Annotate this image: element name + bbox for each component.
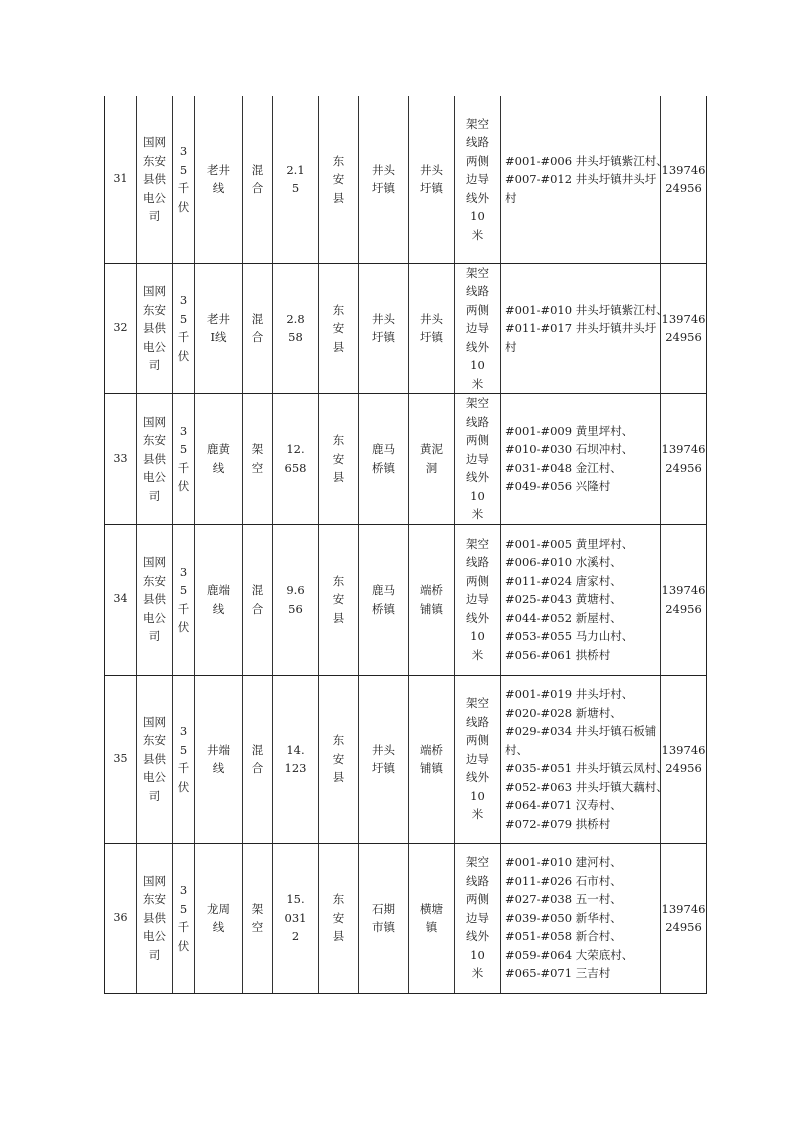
tower-range-line: #053-#055 马力山村、 [505, 629, 634, 644]
unit-cell [137, 394, 173, 525]
start-town-cell-text: 石期市镇 [371, 901, 395, 934]
voltage-cell [173, 96, 195, 263]
table-row [105, 843, 707, 993]
power-line-table [104, 96, 707, 994]
length-cell-text: 2.15 [286, 162, 305, 196]
protection-scope-cell [455, 675, 501, 843]
tower-range-line: #011-#024 唐家村、 [505, 573, 622, 588]
line-type-cell-text: 混合 [251, 162, 264, 196]
protection-scope-cell-text: 架空线路两侧边导线外10米 [465, 696, 489, 822]
tower-range-line: #001-#019 井头圩村、 [505, 687, 634, 701]
unit-cell-text: 国网东安县供电公司 [142, 555, 166, 644]
line-type-cell-text: 架空 [251, 442, 264, 475]
row-number [105, 843, 137, 993]
row-number-text: 31 [113, 172, 128, 185]
county-cell-text: 东安县 [332, 892, 345, 944]
end-town-cell [409, 263, 455, 394]
county-cell-text: 东安县 [332, 573, 345, 625]
phone-cell [661, 843, 707, 993]
start-town-cell-text: 鹿马桥镇 [371, 442, 395, 475]
unit-cell-text: 国网东安县供电公司 [142, 284, 166, 372]
line-type-cell-text: 架空 [251, 901, 264, 934]
county-cell [319, 263, 359, 394]
start-town-cell [359, 675, 409, 843]
row-number [105, 263, 137, 394]
row-number [105, 675, 137, 843]
phone-line: 24956 [665, 181, 702, 196]
phone-line: 139746 [661, 742, 706, 757]
phone-line: 24956 [665, 761, 702, 775]
unit-cell [137, 263, 173, 394]
phone-line: 139746 [661, 162, 706, 177]
tower-range-line: 村、 [505, 742, 528, 757]
end-town-cell-text: 井头圩镇 [419, 162, 443, 196]
phone-cell [661, 263, 707, 394]
length-cell [273, 394, 319, 525]
row-number-text: 36 [113, 910, 128, 924]
line-name-cell [195, 394, 243, 525]
table-row [105, 675, 707, 843]
phone-line: 139746 [661, 311, 706, 326]
length-cell-text: 9.656 [286, 583, 305, 616]
length-cell [273, 675, 319, 843]
row-number-text: 35 [113, 751, 128, 765]
tower-range-cell [501, 96, 668, 263]
protection-scope-cell [455, 96, 501, 263]
tower-range-line: #001-#010 井头圩镇紫江村、 [505, 302, 668, 317]
tower-range-line: #025-#043 黄塘村、 [505, 592, 622, 607]
line-name-cell-text: 老井线 [207, 162, 230, 196]
start-town-cell [359, 96, 409, 263]
phone-line: 24956 [665, 920, 702, 934]
tower-range-line: #010-#030 石坝冲村、 [505, 442, 634, 457]
table-row [105, 263, 707, 394]
protection-scope-cell-text: 架空线路两侧边导线外10米 [465, 396, 489, 521]
phone-cell [661, 675, 707, 843]
county-cell-text: 东安县 [332, 302, 345, 354]
tower-range-line: #052-#063 井头圩镇大藕村、 [505, 779, 668, 794]
end-town-cell-text: 横塘镇 [419, 901, 443, 934]
unit-cell [137, 524, 173, 675]
voltage-cell [173, 843, 195, 993]
tower-range-line: #049-#056 兴隆村 [505, 479, 611, 494]
phone-line: 24956 [665, 601, 702, 616]
phone-line: 139746 [661, 583, 706, 597]
row-number-text: 33 [113, 451, 128, 465]
tower-range-line: #001-#010 建河村、 [505, 855, 622, 870]
line-type-cell [243, 394, 273, 525]
end-town-cell [409, 843, 455, 993]
line-name-cell-text: 龙周线 [207, 901, 230, 934]
unit-cell [137, 96, 173, 263]
tower-range-line: #020-#028 新塘村、 [505, 705, 622, 720]
phone-cell [661, 524, 707, 675]
tower-range-line: #064-#071 汉寿村、 [505, 798, 622, 812]
tower-range-line: #011-#026 石市村、 [505, 873, 622, 888]
tower-range-line: #007-#012 井头圩镇井头圩 [505, 172, 657, 186]
tower-range-line: #059-#064 大荣底村、 [505, 947, 634, 962]
start-town-cell [359, 843, 409, 993]
tower-range-line: 村 [505, 339, 517, 354]
protection-scope-cell-text: 架空线路两侧边导线外10米 [465, 855, 489, 981]
line-type-cell [243, 843, 273, 993]
length-cell [273, 263, 319, 394]
line-name-cell [195, 843, 243, 993]
row-number [105, 96, 137, 263]
end-town-cell-text: 井头圩镇 [419, 311, 443, 345]
phone-line: 139746 [661, 442, 706, 457]
tower-range-line: #035-#051 井头圩镇云凤村、 [505, 761, 668, 775]
voltage-cell-text: 35千伏 [177, 883, 190, 953]
line-name-cell-text: 井端线 [207, 742, 230, 775]
tower-range-line: #031-#048 金江村、 [505, 460, 622, 475]
table-row [105, 524, 707, 675]
county-cell [319, 675, 359, 843]
start-town-cell-text: 井头圩镇 [371, 311, 395, 345]
voltage-cell-text: 35千伏 [177, 564, 190, 634]
line-type-cell-text: 混合 [251, 742, 264, 775]
unit-cell-text: 国网东安县供电公司 [142, 714, 166, 803]
voltage-cell-text: 35千伏 [177, 423, 190, 494]
voltage-cell [173, 394, 195, 525]
length-cell-text: 14.123 [284, 742, 307, 775]
row-number-text: 32 [113, 321, 128, 334]
length-cell [273, 843, 319, 993]
tower-range-line: #029-#034 井头圩镇石板铺 [505, 724, 657, 738]
end-town-cell [409, 524, 455, 675]
length-cell [273, 96, 319, 263]
end-town-cell [409, 675, 455, 843]
line-type-cell-text: 混合 [251, 583, 264, 616]
unit-cell-text: 国网东安县供电公司 [142, 135, 166, 223]
voltage-cell [173, 524, 195, 675]
start-town-cell-text: 井头圩镇 [371, 162, 395, 196]
start-town-cell [359, 263, 409, 394]
unit-cell-text: 国网东安县供电公司 [142, 873, 166, 962]
tower-range-line: 村 [505, 190, 517, 205]
county-cell-text: 东安县 [332, 433, 345, 484]
tower-range-cell [501, 263, 668, 394]
voltage-cell-text: 35千伏 [177, 293, 190, 363]
row-number [105, 394, 137, 525]
voltage-cell-text: 35千伏 [177, 724, 190, 794]
end-town-cell-text: 端桥铺镇 [419, 742, 443, 775]
start-town-cell-text: 井头圩镇 [371, 742, 395, 775]
tower-range-line: #039-#050 新华村、 [505, 910, 622, 925]
tower-range-line: #051-#058 新合村、 [505, 929, 622, 944]
tower-range-cell [501, 394, 661, 525]
tower-range-cell [501, 675, 668, 843]
protection-scope-cell [455, 843, 501, 993]
line-type-cell-text: 混合 [251, 311, 264, 345]
county-cell [319, 96, 359, 263]
protection-scope-cell [455, 263, 501, 394]
tower-range-cell [501, 524, 661, 675]
table-row [105, 96, 707, 263]
length-cell-text: 12.658 [284, 442, 307, 475]
tower-range-line: #006-#010 水溪村、 [505, 555, 622, 570]
protection-scope-cell [455, 394, 501, 525]
phone-line: 24956 [665, 460, 702, 475]
protection-scope-cell-text: 架空线路两侧边导线外10米 [465, 536, 489, 662]
phone-line: 24956 [665, 330, 702, 345]
tower-range-line: #044-#052 新屋村、 [505, 610, 622, 625]
tower-range-line: #065-#071 三吉村 [505, 966, 611, 981]
tower-range-line: #001-#005 黄里坪村、 [505, 536, 634, 551]
row-number-text: 34 [113, 592, 128, 606]
unit-cell [137, 675, 173, 843]
county-cell [319, 843, 359, 993]
line-name-cell-text: 鹿端线 [207, 583, 230, 616]
line-type-cell [243, 524, 273, 675]
length-cell-text: 2.858 [286, 311, 305, 345]
voltage-cell [173, 263, 195, 394]
tower-range-line: #001-#009 黄里坪村、 [505, 423, 634, 438]
line-name-cell-text: 鹿黄线 [207, 442, 230, 475]
voltage-cell [173, 675, 195, 843]
start-town-cell [359, 524, 409, 675]
line-type-cell [243, 263, 273, 394]
county-cell-text: 东安县 [332, 733, 345, 785]
tower-range-line: #027-#038 五一村、 [505, 892, 622, 907]
protection-scope-cell-text: 架空线路两侧边导线外10米 [465, 265, 489, 391]
county-cell [319, 524, 359, 675]
tower-range-line: #056-#061 拱桥村 [505, 647, 611, 662]
line-name-cell [195, 96, 243, 263]
end-town-cell [409, 96, 455, 263]
line-name-cell-text: 老井Ⅰ线 [207, 311, 230, 345]
line-name-cell [195, 524, 243, 675]
voltage-cell-text: 35千伏 [177, 144, 190, 214]
unit-cell-text: 国网东安县供电公司 [142, 414, 166, 503]
tower-range-line: #011-#017 井头圩镇井头圩 [505, 321, 657, 335]
end-town-cell-text: 端桥铺镇 [419, 583, 443, 616]
phone-cell [661, 394, 707, 525]
county-cell-text: 东安县 [332, 153, 345, 205]
start-town-cell-text: 鹿马桥镇 [371, 583, 395, 616]
line-name-cell [195, 263, 243, 394]
length-cell-text: 15.0312 [284, 892, 307, 944]
phone-cell [661, 96, 707, 263]
start-town-cell [359, 394, 409, 525]
line-name-cell [195, 675, 243, 843]
table-row [105, 394, 707, 525]
tower-range-line: #001-#006 井头圩镇紫江村、 [505, 153, 668, 168]
end-town-cell-text: 黄泥洞 [419, 442, 443, 475]
line-type-cell [243, 96, 273, 263]
tower-range-cell [501, 843, 661, 993]
tower-range-line: #072-#079 拱桥村 [505, 816, 611, 831]
end-town-cell [409, 394, 455, 525]
line-type-cell [243, 675, 273, 843]
phone-line: 139746 [661, 901, 706, 916]
unit-cell [137, 843, 173, 993]
county-cell [319, 394, 359, 525]
row-number [105, 524, 137, 675]
protection-scope-cell-text: 架空线路两侧边导线外10米 [465, 116, 489, 242]
length-cell [273, 524, 319, 675]
protection-scope-cell [455, 524, 501, 675]
